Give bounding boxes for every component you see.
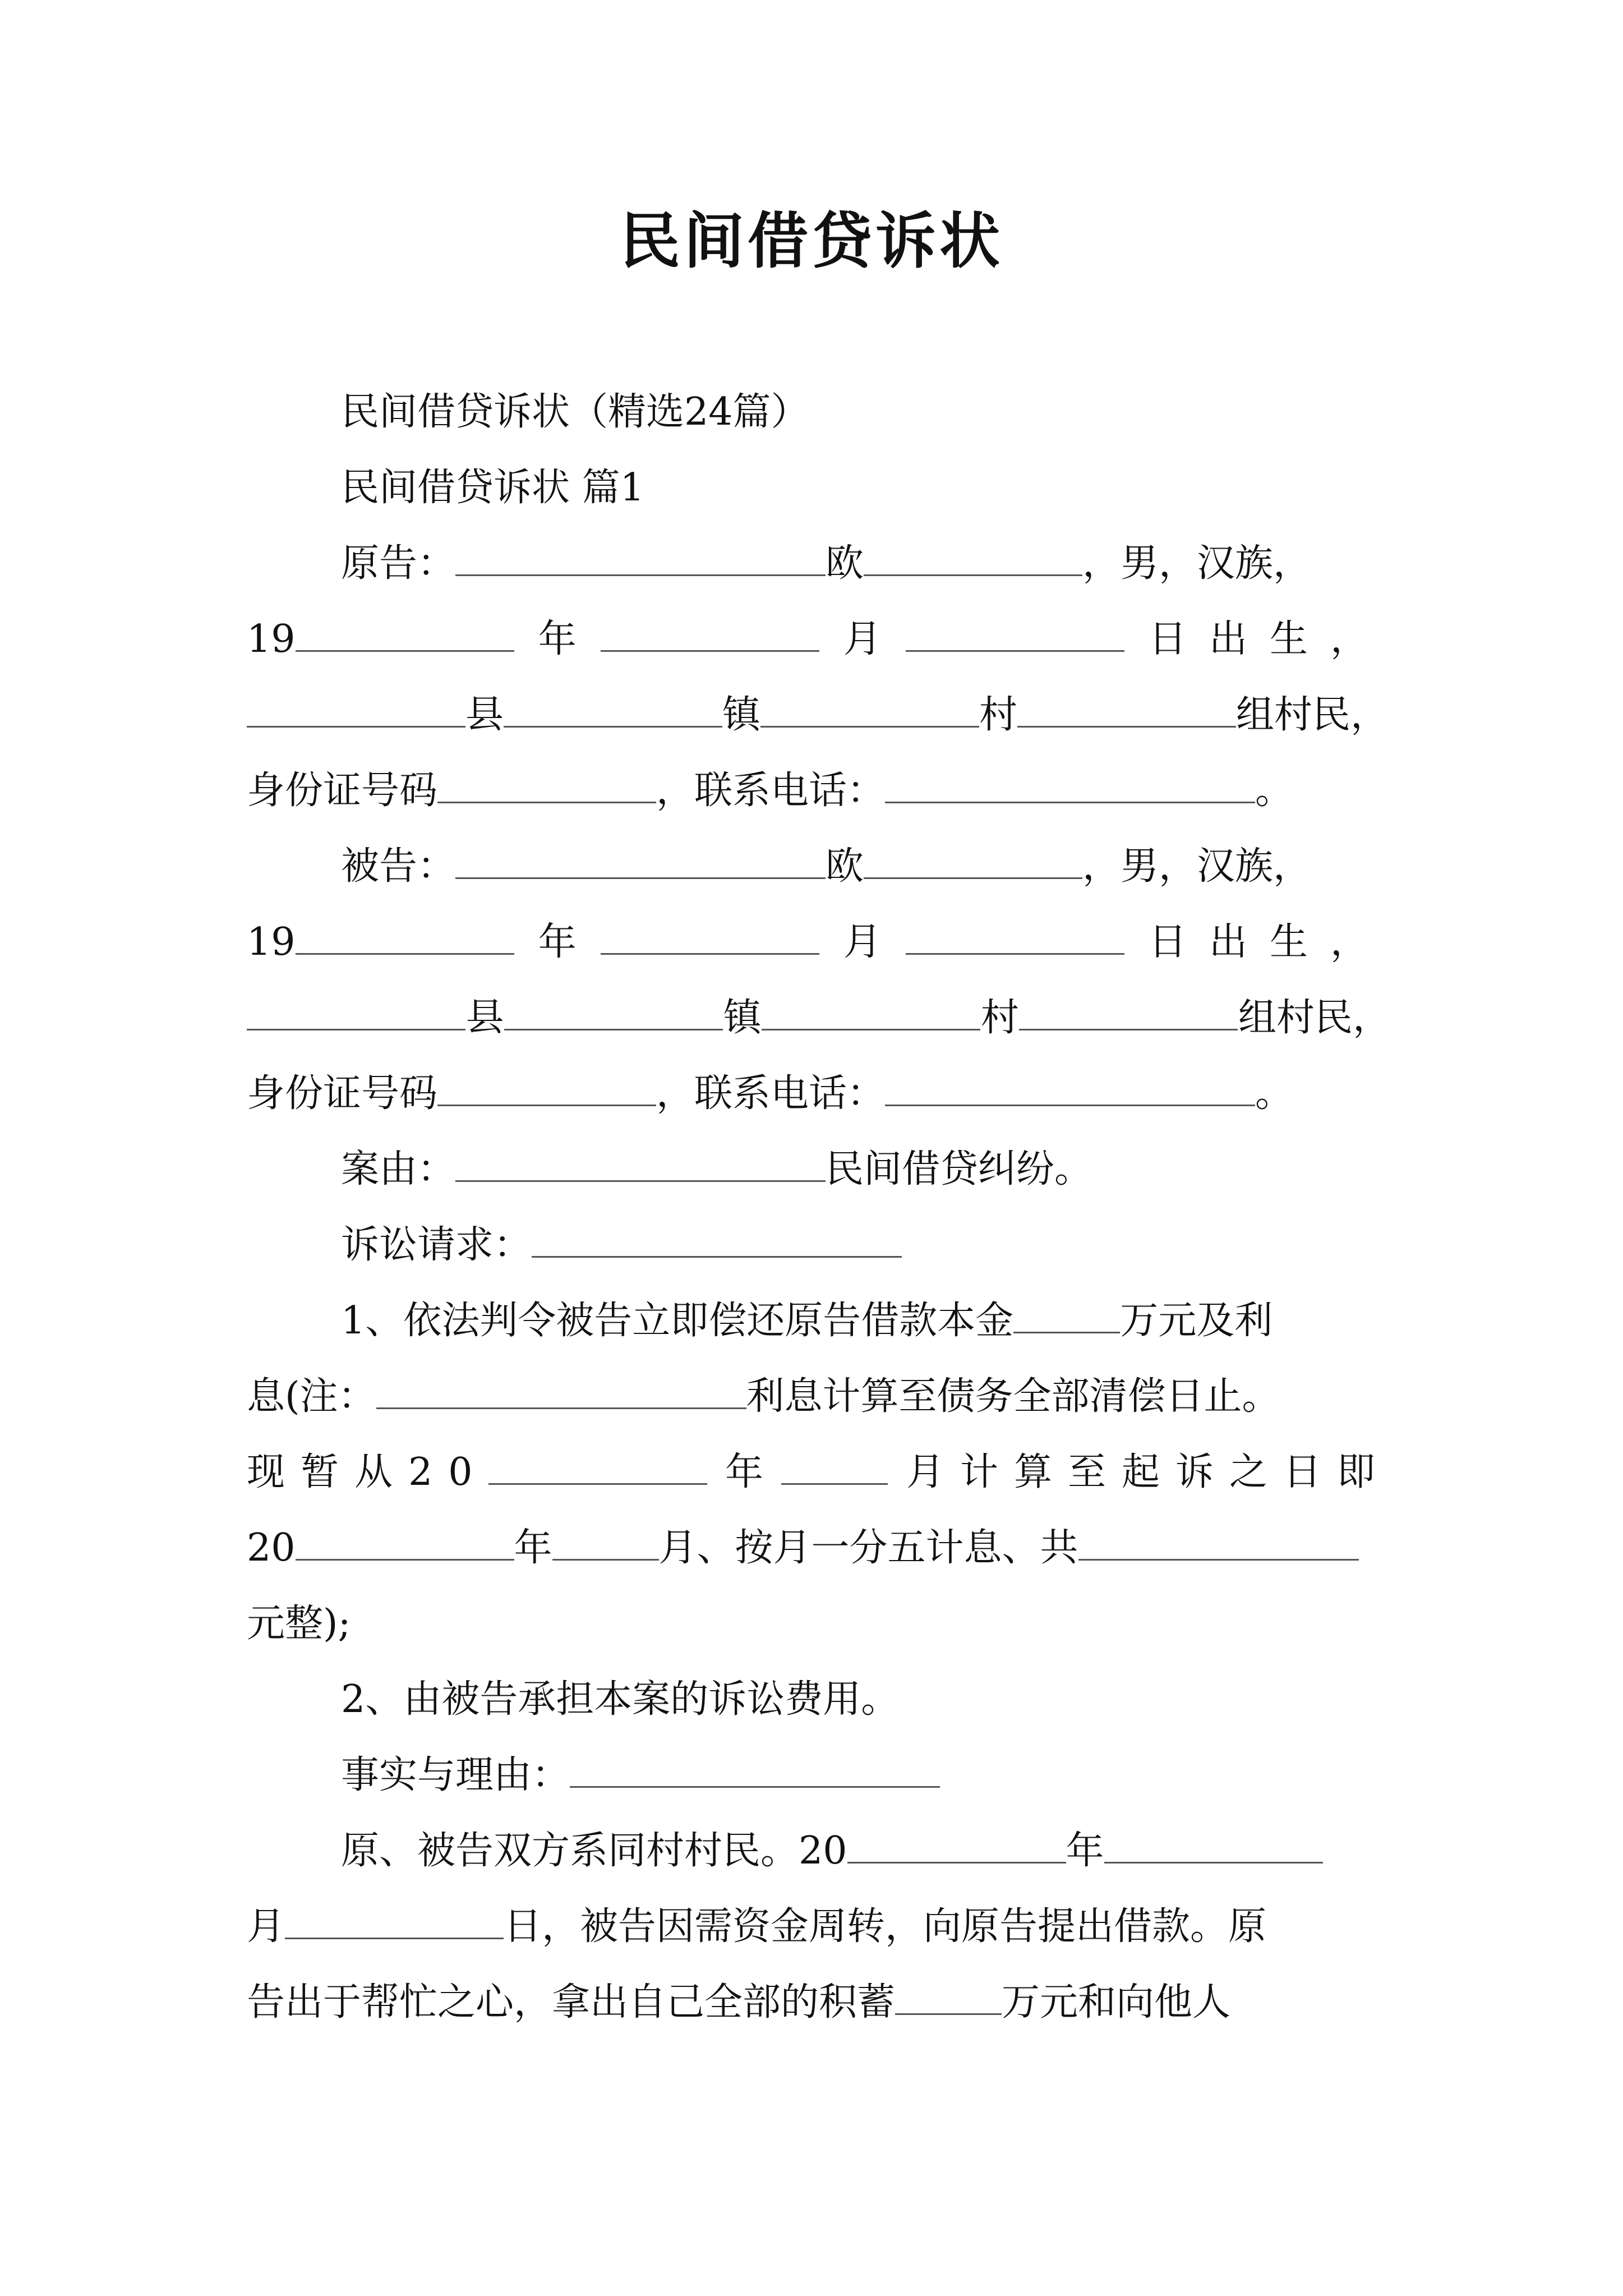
text-line-facts [247, 1972, 1391, 2033]
text: 县 [465, 693, 504, 737]
text-line-id [247, 1063, 1391, 1125]
blank-line [285, 1898, 504, 1939]
blank-line [906, 914, 1124, 955]
text: 万元及利 [1120, 1299, 1273, 1343]
text: 事实与理由： [341, 1753, 570, 1797]
blank-line [376, 1368, 746, 1409]
blank-line [296, 611, 514, 652]
text: 组村民， [1238, 996, 1391, 1040]
text-line-plaintiff [247, 533, 1391, 595]
text-line-claim-1-cont [247, 1366, 1391, 1428]
text-line-address [247, 987, 1391, 1049]
text-line-id [247, 760, 1391, 822]
text: 年 [1066, 1829, 1104, 1873]
text: 2、由被告承担本案的诉讼费用。 [341, 1677, 900, 1722]
text: 民间借贷诉状 篇1 [341, 466, 644, 510]
text-line-heading [247, 381, 1391, 443]
text: 月 [247, 1904, 285, 1949]
text: 日出生， [1148, 920, 1391, 964]
blank-line [906, 611, 1124, 652]
blank-line [760, 687, 979, 728]
text: 月 [843, 617, 882, 661]
blank-line [762, 990, 980, 1030]
text: 年 [538, 920, 577, 964]
text: 。 [1255, 1071, 1294, 1116]
blank-line [504, 687, 722, 728]
text: 组村民， [1236, 693, 1389, 737]
blank-line [601, 611, 819, 652]
blank-line [532, 1217, 902, 1258]
text: 。 [1255, 769, 1294, 813]
text: 息(注： [247, 1374, 376, 1419]
text-line-claim-1-end [247, 1593, 1391, 1655]
blank-line [488, 1444, 707, 1485]
text: 年 [538, 617, 577, 661]
text: 镇 [723, 996, 762, 1040]
blank-line [296, 1520, 514, 1561]
blank-line [895, 1974, 1002, 2015]
text-line-facts [247, 1820, 1391, 1882]
text-line-claim-1-cont [247, 1517, 1391, 1579]
text: 原告： [341, 541, 456, 586]
text-line-claim-1 [247, 1290, 1391, 1352]
blank-line [864, 838, 1082, 879]
blank-line [885, 762, 1255, 803]
text-line-section [247, 457, 1391, 519]
text: ，联系电话： [656, 1071, 886, 1116]
text: 案由： [341, 1147, 456, 1191]
text: 元整); [247, 1602, 351, 1646]
text: 万元和向他人 [1002, 1980, 1231, 2024]
blank-line [247, 990, 465, 1030]
text: 现暂从20 [247, 1450, 488, 1494]
text-line-birth [247, 912, 1391, 973]
blank-line [864, 535, 1082, 576]
blank-line [552, 1520, 659, 1561]
text: 身份证号码 [247, 1071, 438, 1116]
text: 月、按月一分五计息、共 [658, 1526, 1078, 1570]
blank-line [1017, 687, 1236, 728]
text: 原、被告双方系同村村民。20 [341, 1829, 847, 1873]
blank-line [296, 914, 514, 955]
text: 被告： [341, 844, 456, 889]
text: 镇 [722, 693, 761, 737]
text-line-defendant [247, 836, 1391, 898]
text: 利息计算至债务全部清偿日止。 [746, 1374, 1280, 1419]
blank-line [1013, 1292, 1120, 1333]
text-line-facts-heading [247, 1745, 1391, 1806]
document-title: 民间借贷诉状 [619, 206, 1003, 277]
blank-line [455, 838, 826, 879]
text-line-claim-1-cont [247, 1442, 1391, 1503]
text: 民间借贷纠纷。 [826, 1147, 1093, 1191]
text: 诉讼请求： [341, 1223, 532, 1267]
text: 村 [980, 996, 1019, 1040]
text-line-birth [247, 609, 1391, 670]
blank-line [504, 990, 723, 1030]
text-line-claims-heading [247, 1214, 1391, 1276]
blank-line [885, 1065, 1255, 1106]
blank-line [455, 1141, 826, 1182]
text: 19 [247, 617, 296, 661]
blank-line [455, 535, 826, 576]
text: ，联系电话： [656, 769, 886, 813]
text-line-cause [247, 1139, 1391, 1200]
text: 19 [247, 920, 296, 964]
blank-line [601, 914, 819, 955]
text: 日，被告因需资金周转，向原告提出借款。原 [504, 1904, 1267, 1949]
text: ，男，汉族， [1082, 844, 1312, 889]
text-line-address [247, 684, 1391, 746]
blank-line [1019, 990, 1238, 1030]
text-line-claim-2 [247, 1669, 1391, 1731]
blank-line [1104, 1823, 1323, 1864]
text: 日出生， [1148, 617, 1391, 661]
text: 村 [979, 693, 1018, 737]
blank-line [570, 1747, 940, 1788]
text: ，男，汉族， [1082, 541, 1312, 586]
text: 年 [514, 1526, 552, 1570]
text: 县 [465, 996, 504, 1040]
text: 欧 [826, 541, 864, 586]
text: 月 [843, 920, 882, 964]
text: 20 [247, 1526, 296, 1570]
blank-line [1078, 1520, 1359, 1561]
text: 告出于帮忙之心，拿出自己全部的积蓄 [247, 1980, 896, 2024]
text: 欧 [826, 844, 864, 889]
blank-line [847, 1823, 1066, 1864]
text: 身份证号码 [247, 769, 438, 813]
blank-line [247, 687, 465, 728]
text: 1、依法判令被告立即偿还原告借款本金 [341, 1299, 1014, 1343]
text: 民间借贷诉状（精选24篇） [341, 390, 809, 434]
text: 年 [725, 1450, 764, 1494]
text-line-facts [247, 1896, 1391, 1958]
blank-line [781, 1444, 888, 1485]
text: 月计算至起诉之日即 [906, 1450, 1391, 1494]
blank-line [437, 762, 656, 803]
blank-line [437, 1065, 656, 1106]
